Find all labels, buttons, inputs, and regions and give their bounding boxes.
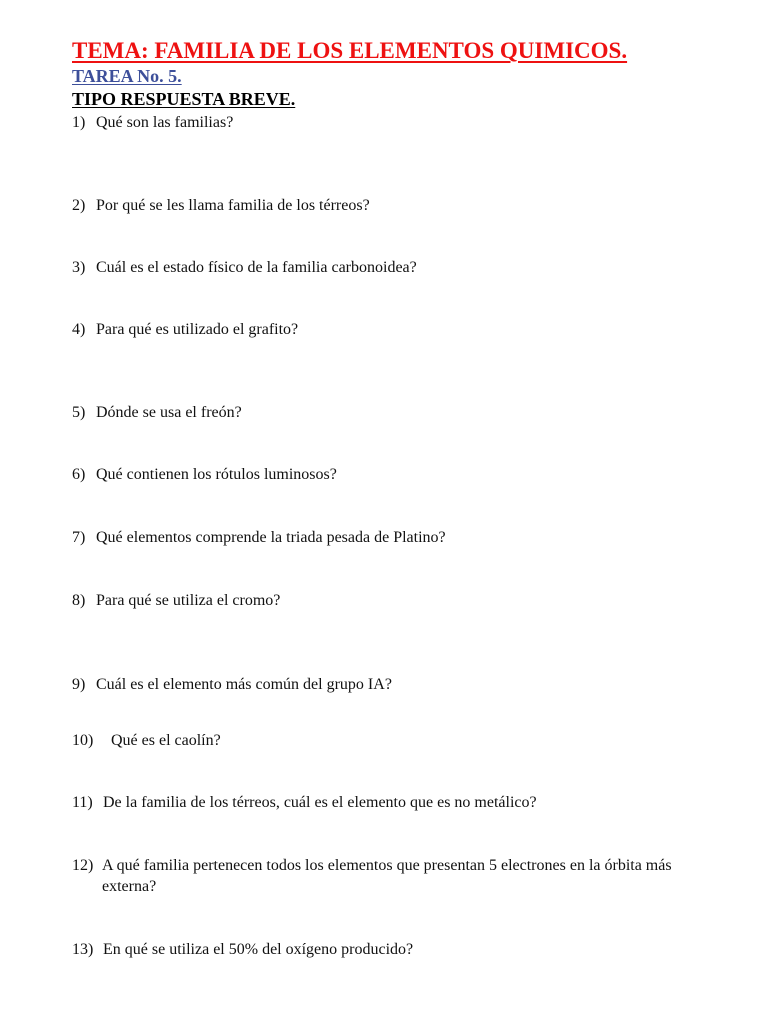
question-text: En qué se utiliza el 50% del oxígeno producido? xyxy=(103,941,414,958)
section-heading: TIPO RESPUESTA BREVE. xyxy=(72,89,296,109)
question-item xyxy=(72,590,280,611)
question-number: 8) xyxy=(72,592,86,609)
question-item xyxy=(72,674,392,695)
question-item xyxy=(72,939,413,960)
question-text: Qué son las familias? xyxy=(96,114,234,131)
question-number: 1) xyxy=(72,114,86,131)
question-text: De la familia de los térreos, cuál es el elemento que es no metálico? xyxy=(103,794,537,811)
question-number: 11) xyxy=(72,794,93,811)
question-item xyxy=(72,112,233,133)
question-text: Qué elementos comprende la triada pesada de Platino? xyxy=(96,529,446,546)
question-text: Qué contienen los rótulos luminosos? xyxy=(96,466,337,483)
question-number: 2) xyxy=(72,197,86,214)
question-number: 10) xyxy=(72,732,94,749)
question-item xyxy=(72,527,446,548)
question-number: 12) xyxy=(72,857,94,874)
question-text: Por qué se les llama familia de los térreos? xyxy=(96,197,370,214)
question-item xyxy=(72,464,337,485)
question-item xyxy=(72,195,370,216)
question-number: 13) xyxy=(72,941,94,958)
question-number: 3) xyxy=(72,259,86,276)
question-number: 5) xyxy=(72,404,86,421)
question-text: Dónde se usa el freón? xyxy=(96,404,242,421)
question-number: 9) xyxy=(72,676,86,693)
question-text: A qué familia pertenecen todos los elementos que presentan 5 electrones en la órbita más externa? xyxy=(102,857,672,895)
question-item xyxy=(72,730,221,751)
question-number: 7) xyxy=(72,529,86,546)
task-number: TAREA No. 5. xyxy=(72,66,182,86)
question-item xyxy=(72,792,537,813)
question-item xyxy=(72,257,417,278)
page-title: TEMA: FAMILIA DE LOS ELEMENTOS QUIMICOS. xyxy=(72,38,628,63)
question-item xyxy=(72,855,672,897)
question-item xyxy=(72,319,298,340)
question-item xyxy=(72,402,242,423)
question-text: Cuál es el elemento más común del grupo IA? xyxy=(96,676,392,693)
question-text: Para qué se utiliza el cromo? xyxy=(96,592,281,609)
question-text: Cuál es el estado físico de la familia carbonoidea? xyxy=(96,259,417,276)
question-text: Para qué es utilizado el grafito? xyxy=(96,321,299,338)
question-text: Qué es el caolín? xyxy=(111,732,221,749)
question-number: 4) xyxy=(72,321,86,338)
question-number: 6) xyxy=(72,466,86,483)
